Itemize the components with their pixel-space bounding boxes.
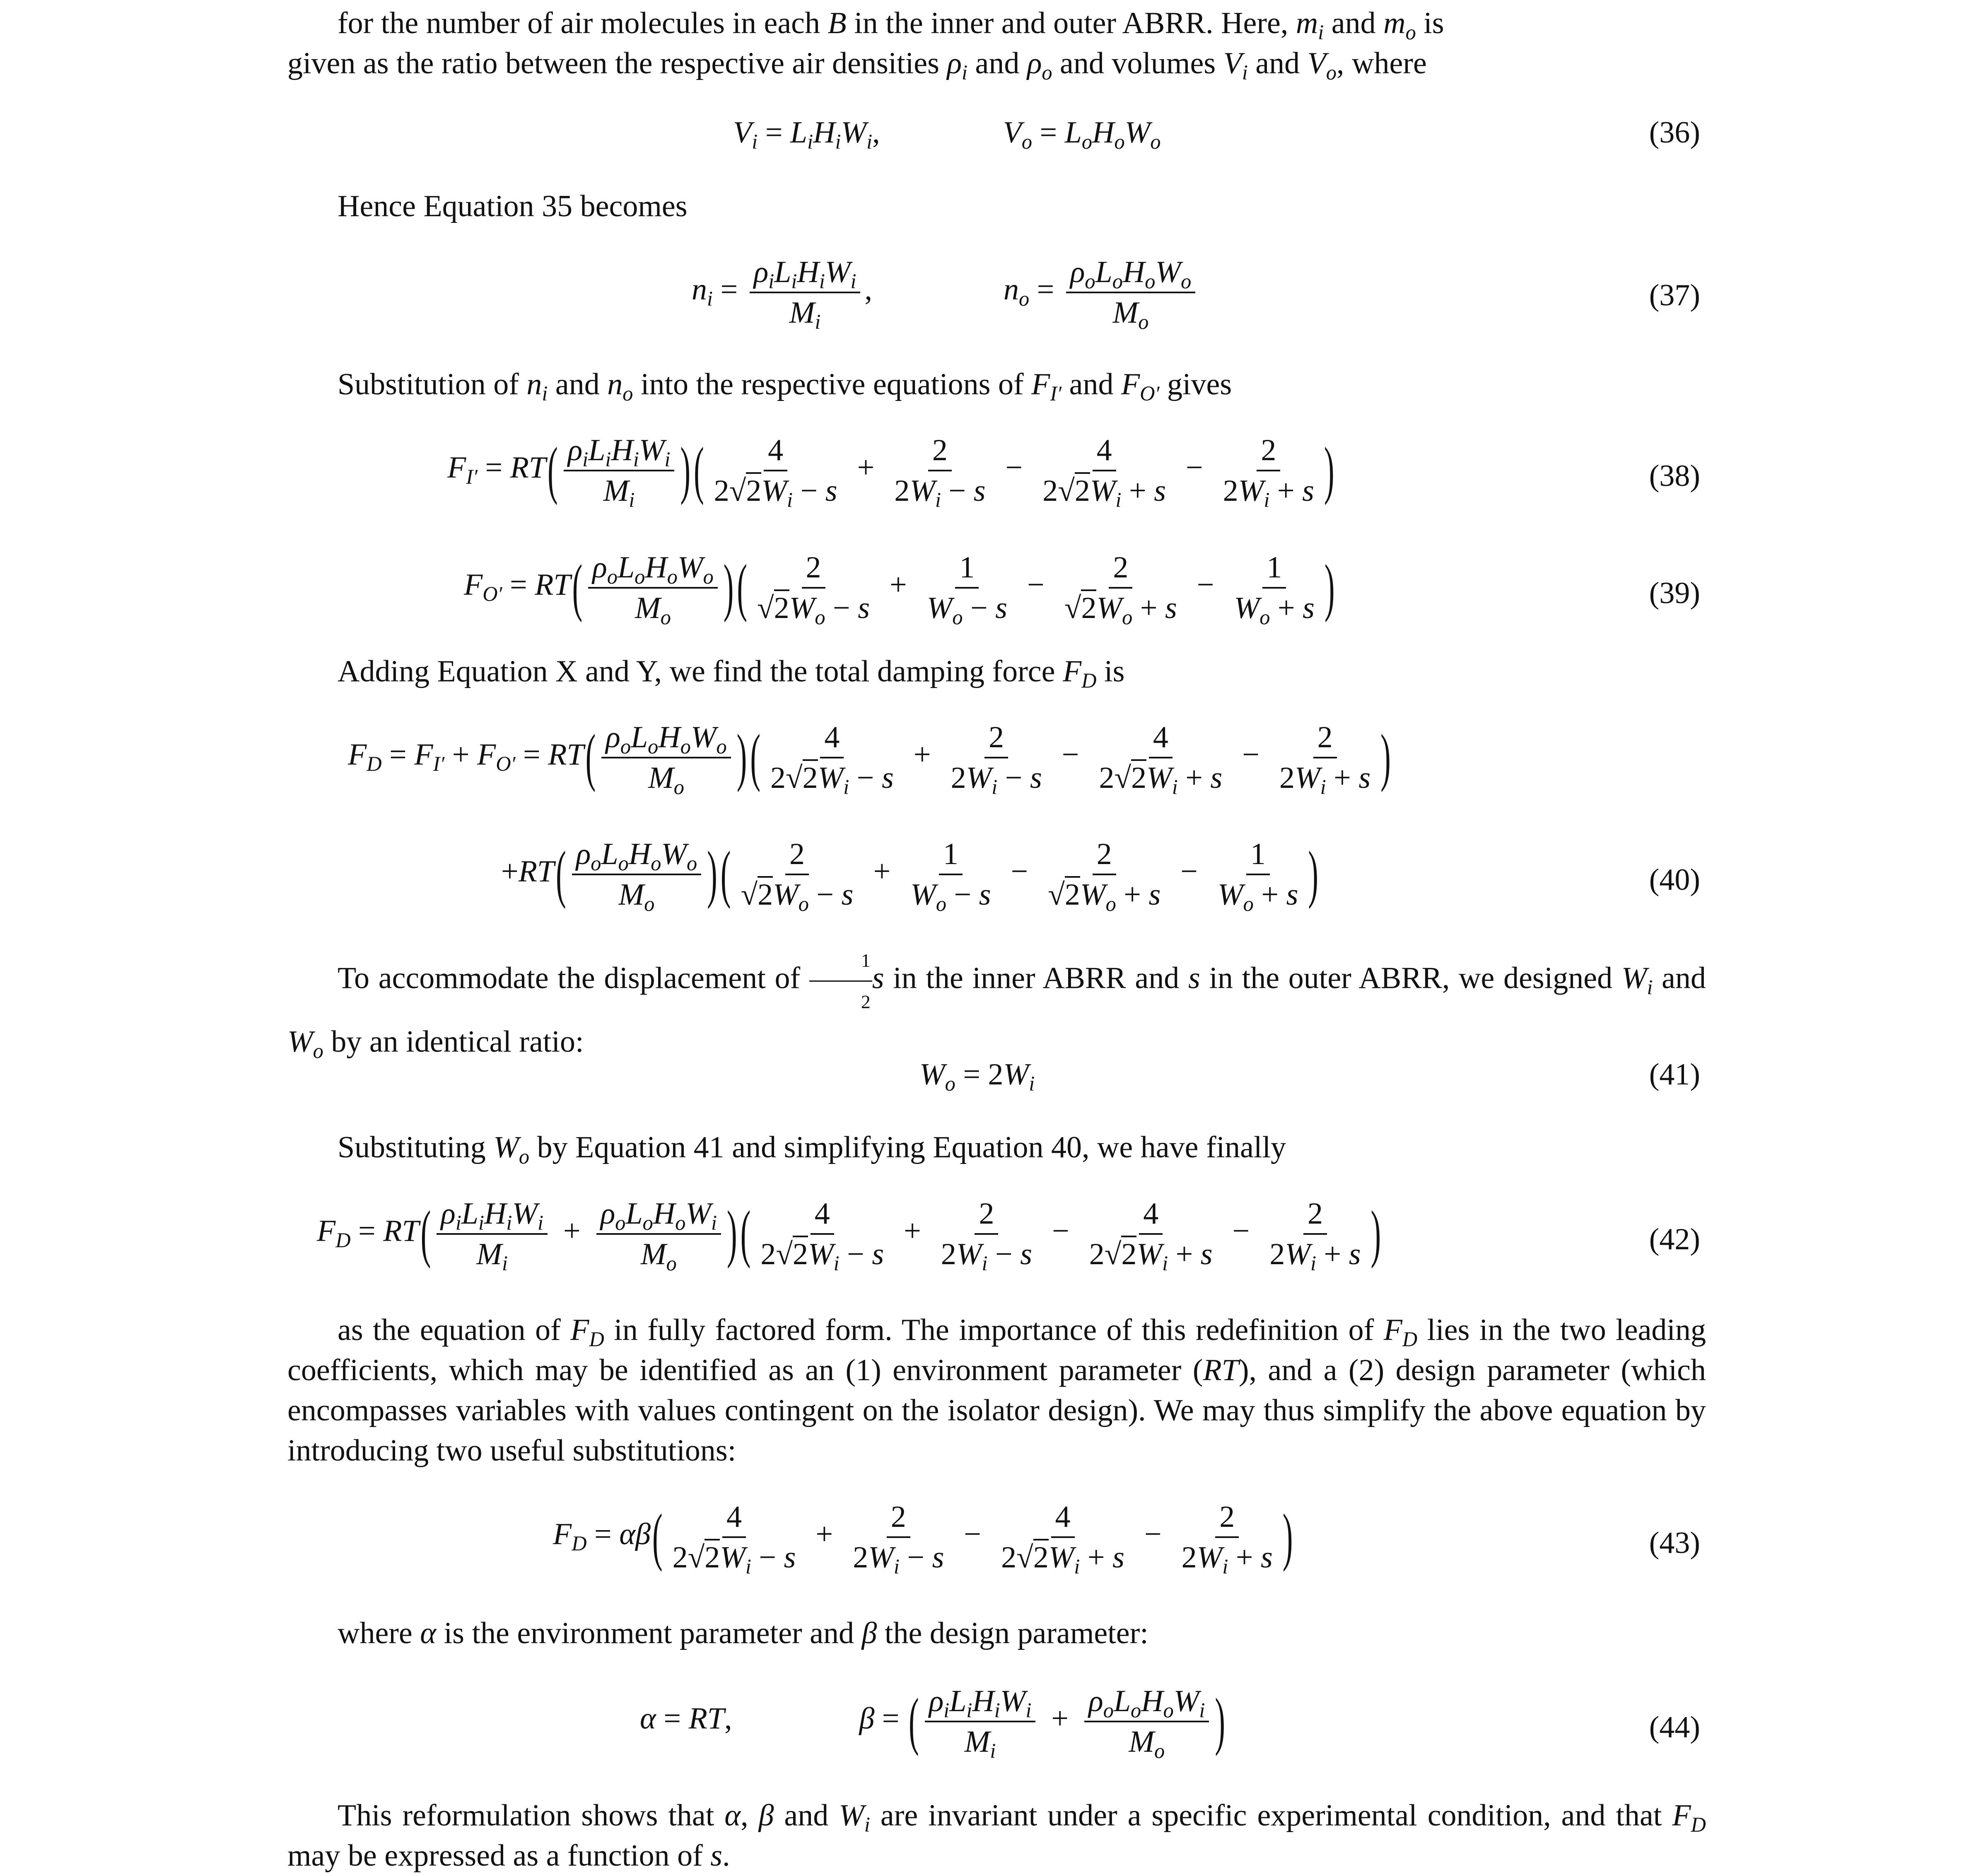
equation-number-37: (37) — [1649, 278, 1700, 312]
paragraph-4: Adding Equation X and Y, we find the total damping force $F_D$ is — [338, 654, 1125, 693]
paragraph-3: Substitution of $n_i$ and $n_o$ into the respective equations of $F_{I'}$ and $F_{O'}$ gives — [338, 367, 1232, 406]
paragraph-8: where α is the environment parameter and β the design parameter: — [338, 1616, 1148, 1650]
equation-number-43: (43) — [1649, 1526, 1700, 1560]
paragraph-1: for the number of air molecules in each B in the inner and outer ABRR. Here, $m_i$ and $m_o$ is given as the ratio between the respective air densities $\rho_i$ and $\rho_o$ and volumes $V_i$ and $V_o$, where — [287, 6, 1444, 85]
equation-38: $F_{I'} = RT$( $\frac{\rho_iL_iH_iW_i}{M_i}$ ) ( $\frac{4}{2√2W_i - s}$ + $\frac{2}{2W_i - s}$ − $\frac{4}{2√2W_i + s}$ − $\frac{2}{2W_i + s}$ ) — [447, 433, 1334, 512]
equation-number-40: (40) — [1649, 863, 1700, 897]
equation-43: $F_D = \alpha\beta$( $\frac{4}{2√2W_i - s}$ + $\frac{2}{2W_i - s}$ − $\frac{4}{2√2W_i + s}$ − $\frac{2}{2W_i + s}$ ) — [553, 1500, 1293, 1579]
paragraph-2: Hence Equation 35 becomes — [338, 189, 688, 223]
equation-number-41: (41) — [1649, 1058, 1700, 1091]
equation-40-line-1: $F_D = F_{I'} + F_{O'} = RT$( $\frac{\rho_oL_oH_oW_o}{M_o}$ ) ( $\frac{4}{2√2W_i - s}$ + $\frac{2}{2W_i - s}$ − $\frac{4}{2√2W_i + s}$ − $\frac{2}{2W_i + s}$ ) — [348, 720, 1391, 799]
equation-44: α = RT, β = ( $\frac{\rho_iL_iH_iW_i}{M_i}$ + $\frac{\rho_oL_oH_oW_i}{M_o}$ ) — [640, 1684, 1226, 1763]
equation-number-42: (42) — [1649, 1222, 1700, 1256]
equation-number-39: (39) — [1649, 576, 1700, 610]
equation-36: $V_i = L_iH_iW_i$, $V_o = L_oH_oW_o$ — [733, 116, 1161, 154]
paragraph-7: as the equation of $F_D$ in fully factored form. The importance of this redefinition of $F_D$ lies in the two leading coefficients, which may be identified as an (1) environment parameter (RT), and a (2) design parameter (which encompasses variables with values contingent on the isolator design). We may thus simplify the above equation by introducing two useful substitutions: — [287, 1313, 1706, 1468]
equation-41: $W_o = 2W_i$ — [919, 1058, 1035, 1096]
paragraph-5: To accommodate the displacement of $\frac{1}{2}$ s in the inner ABRR and s in the outer ABRR, we designed $W_i$ and $W_o$ by an identical ratio: — [287, 940, 1706, 1062]
equation-42: $F_D = RT$( $\frac{\rho_iL_iH_iW_i}{M_i}$ + $\frac{\rho_oL_oH_oW_i}{M_o}$ ) ( $\frac{4}{2√2W_i - s}$ + $\frac{2}{2W_i - s}$ − $\frac{4}{2√2W_i + s}$ − $\frac{2}{2W_i + s}$ ) — [317, 1197, 1381, 1275]
equation-number-36: (36) — [1649, 116, 1700, 150]
paragraph-6: Substituting $W_o$ by Equation 41 and simplifying Equation 40, we have finally — [338, 1130, 1286, 1169]
equation-number-44: (44) — [1649, 1710, 1700, 1744]
equation-40-line-2: +RT( $\frac{\rho_oL_oH_oW_o}{M_o}$ ) ( $\frac{2}{√2W_o - s}$ + $\frac{1}{W_o - s}$ − $\frac{2}{√2W_o + s}$ − $\frac{1}{W_o + s}$ ) — [501, 837, 1319, 916]
equation-39: $F_{O'} = RT$( $\frac{\rho_oL_oH_oW_o}{M_o}$ ) ( $\frac{2}{√2W_o - s}$ + $\frac{1}{W_o - s}$ − $\frac{2}{√2W_o + s}$ − $\frac{1}{W_o + s}$ ) — [464, 550, 1335, 629]
paragraph-9: This reformulation shows that α, β and $W_i$ are invariant under a specific experimental condition, and that $F_D$ may be expressed as a function of s. — [287, 1799, 1706, 1873]
equation-37: $n_i$ = $\frac{\rho_iL_iH_iW_i}{M_i}$ , $n_o$ = $\frac{\rho_oL_oH_oW_o}{M_o}$ — [692, 257, 1199, 328]
equation-number-38: (38) — [1649, 459, 1700, 493]
